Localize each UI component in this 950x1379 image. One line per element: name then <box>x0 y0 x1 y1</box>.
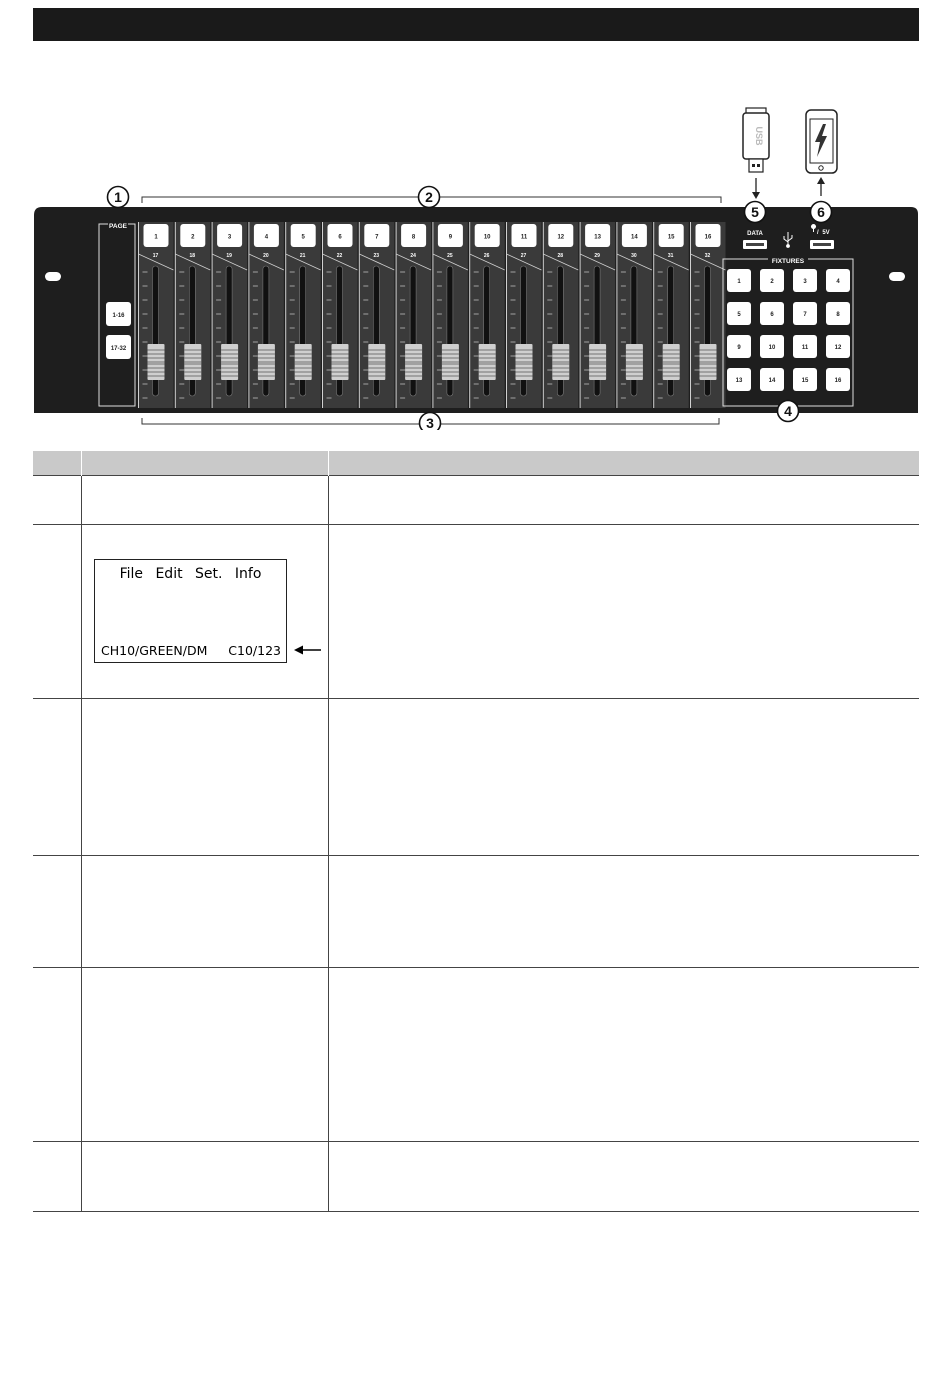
fixture-button[interactable] <box>793 335 817 358</box>
channel-alt-label: 29 <box>594 253 600 259</box>
channel-button-label: 14 <box>631 234 638 241</box>
callout-badge <box>108 187 129 208</box>
channel-button-label: 4 <box>264 234 269 241</box>
svg-text:/: / <box>817 230 819 236</box>
phone-icon <box>806 110 837 196</box>
channel-button[interactable] <box>585 224 610 247</box>
channel-button[interactable] <box>328 224 353 247</box>
channel-alt-label: 26 <box>483 253 490 259</box>
channel-button-label: 5 <box>301 234 305 241</box>
channel-button[interactable] <box>180 224 205 247</box>
page-button-label: 1-16 <box>112 313 125 319</box>
callout-badge <box>419 187 440 208</box>
fixture-button-label: 12 <box>834 345 842 351</box>
channel-fader[interactable] <box>258 344 275 380</box>
fixture-button[interactable] <box>727 335 751 358</box>
channel-alt-label: 31 <box>667 253 674 259</box>
fixture-button[interactable] <box>826 335 850 358</box>
fixture-button-label: 8 <box>836 312 840 318</box>
channel-button[interactable] <box>548 224 573 247</box>
channel-button-label: 9 <box>448 234 453 241</box>
channel-fader[interactable] <box>479 344 496 380</box>
usb-stick-icon <box>743 108 769 199</box>
callout-badge <box>811 202 832 223</box>
page-label: PAGE <box>109 223 127 230</box>
channel-button[interactable] <box>364 224 389 247</box>
channel-fader[interactable] <box>552 344 569 380</box>
channel-button[interactable] <box>512 224 537 247</box>
callout-number: 2 <box>425 189 433 205</box>
channel-fader[interactable] <box>589 344 606 380</box>
channel-button-label: 6 <box>338 234 342 241</box>
controller-diagram <box>0 100 950 430</box>
channel-button-label: 12 <box>557 234 565 241</box>
callout-number: 6 <box>817 204 825 220</box>
channel-button[interactable] <box>622 224 647 247</box>
channel-button-label: 7 <box>375 234 379 241</box>
channel-alt-label: 22 <box>336 253 343 259</box>
channel-alt-label: 20 <box>263 253 269 259</box>
channel-strip <box>323 222 358 408</box>
channel-strip <box>139 222 174 408</box>
fixture-button-label: 11 <box>801 345 809 351</box>
fixture-button-label: 9 <box>737 345 741 351</box>
channel-alt-label: 32 <box>704 253 711 259</box>
channel-button-label: 2 <box>191 234 195 241</box>
channel-button[interactable] <box>438 224 463 247</box>
channel-button[interactable] <box>291 224 316 247</box>
channel-alt-label: 19 <box>226 253 232 259</box>
lcd-value: C10/123 <box>228 643 281 658</box>
table-row <box>33 968 919 1142</box>
fixture-button-label: 10 <box>768 345 776 351</box>
channel-alt-label: 30 <box>631 253 637 259</box>
lcd-display <box>94 559 287 663</box>
channel-button-label: 15 <box>667 234 675 241</box>
spec-table <box>33 451 919 1212</box>
channel-strip <box>249 222 284 408</box>
channel-fader[interactable] <box>295 344 312 380</box>
callout-badge <box>745 202 766 223</box>
fixture-button[interactable] <box>727 269 751 292</box>
channel-alt-label: 27 <box>520 253 527 259</box>
channel-strip <box>359 222 394 408</box>
callout-number: 1 <box>114 189 122 205</box>
page-button-label: 17-32 <box>110 346 127 352</box>
channel-fader[interactable] <box>442 344 459 380</box>
fixture-button-label: 7 <box>803 312 807 318</box>
lcd-status: CH10/GREEN/DM <box>101 643 208 658</box>
fixture-button[interactable] <box>727 302 751 325</box>
callout-badge <box>420 413 441 431</box>
channel-strip <box>433 222 468 408</box>
power-port-label: 5V <box>822 230 830 236</box>
table-row <box>33 1142 919 1212</box>
fixture-button[interactable] <box>793 269 817 292</box>
lcd-menu: File Edit Set. Info <box>119 566 262 582</box>
channel-strip <box>543 222 578 408</box>
channel-fader[interactable] <box>516 344 533 380</box>
channel-strip <box>580 222 615 408</box>
usb-stick-label: USB <box>754 126 764 146</box>
fixture-button[interactable] <box>760 269 784 292</box>
channel-fader[interactable] <box>221 344 238 380</box>
channel-button[interactable] <box>144 224 169 247</box>
fixtures-label: FIXTURES <box>771 258 805 265</box>
table-header-row <box>33 451 919 476</box>
channel-alt-label: 25 <box>447 253 453 259</box>
channel-button-label: 16 <box>704 234 712 241</box>
fixture-button-label: 15 <box>801 378 809 384</box>
callout-number: 5 <box>751 204 759 220</box>
fixture-button[interactable] <box>826 269 850 292</box>
fixture-button[interactable] <box>760 302 784 325</box>
channel-alt-label: 21 <box>299 253 306 259</box>
channel-button[interactable] <box>696 224 721 247</box>
channel-button[interactable] <box>401 224 426 247</box>
channel-button[interactable] <box>254 224 279 247</box>
channel-alt-label: 18 <box>189 253 196 259</box>
fixture-button-label: 6 <box>770 312 774 318</box>
channel-fader[interactable] <box>405 344 422 380</box>
callout-number: 3 <box>426 415 434 430</box>
fixture-button[interactable] <box>826 302 850 325</box>
channel-alt-label: 28 <box>557 253 564 259</box>
fixture-button-label: 13 <box>735 378 743 384</box>
channel-fader[interactable] <box>184 344 201 380</box>
callout-badge <box>778 401 799 422</box>
channel-strip <box>286 222 321 408</box>
left-arrow-icon <box>294 644 322 656</box>
fixture-button-label: 14 <box>768 378 776 384</box>
channel-strip <box>470 222 505 408</box>
page-button-1-16[interactable] <box>106 302 131 326</box>
channel-fader[interactable] <box>700 344 717 380</box>
fixture-button[interactable] <box>727 368 751 391</box>
channel-strip <box>691 222 726 408</box>
channel-fader[interactable] <box>332 344 349 380</box>
fixture-button-label: 3 <box>803 279 807 285</box>
channel-button[interactable] <box>475 224 500 247</box>
fixture-button-label: 2 <box>770 279 774 285</box>
channel-strip <box>175 222 210 408</box>
fixture-button-label: 1 <box>737 279 741 285</box>
data-port-label: DATA <box>747 231 763 237</box>
channel-button-label: 3 <box>227 234 232 241</box>
page-button-17-32[interactable] <box>106 335 131 359</box>
channel-alt-label: 17 <box>152 253 159 259</box>
fixture-button-label: 5 <box>737 312 741 318</box>
table-row <box>33 476 919 525</box>
header-bar <box>33 8 919 41</box>
channel-fader[interactable] <box>368 344 385 380</box>
channel-strip <box>212 222 247 408</box>
channel-button[interactable] <box>659 224 684 247</box>
channel-fader[interactable] <box>626 344 643 380</box>
fixture-button[interactable] <box>793 368 817 391</box>
channel-button-label: 13 <box>594 234 601 241</box>
channel-strip <box>617 222 652 408</box>
channel-alt-label: 23 <box>373 253 380 259</box>
fixture-button[interactable] <box>760 335 784 358</box>
fixture-button[interactable] <box>760 368 784 391</box>
channel-fader[interactable] <box>148 344 165 380</box>
channel-button-label: 1 <box>154 234 158 241</box>
channel-strip <box>396 222 431 408</box>
channel-strip <box>507 222 542 408</box>
fixture-button[interactable] <box>826 368 850 391</box>
fixture-button[interactable] <box>793 302 817 325</box>
channel-strip <box>654 222 689 408</box>
channel-button[interactable] <box>217 224 242 247</box>
table-row <box>33 856 919 968</box>
channel-button-label: 11 <box>520 234 528 241</box>
fixture-button-label: 16 <box>834 378 842 384</box>
channel-button-label: 10 <box>483 234 491 241</box>
channel-alt-label: 24 <box>410 253 416 259</box>
callout-number: 4 <box>784 403 792 419</box>
fixture-button-label: 4 <box>836 279 840 285</box>
channel-fader[interactable] <box>663 344 680 380</box>
table-row <box>33 525 919 699</box>
table-row <box>33 699 919 856</box>
channel-button-label: 8 <box>411 234 416 241</box>
